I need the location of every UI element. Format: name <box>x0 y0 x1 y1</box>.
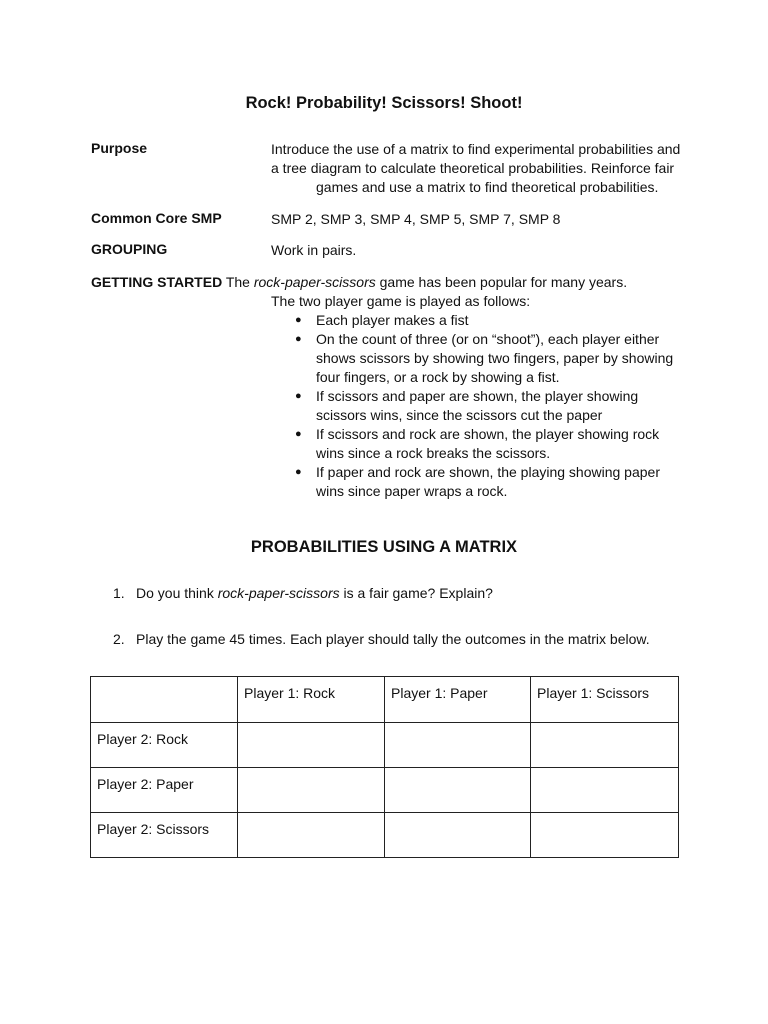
tally-cell[interactable] <box>385 813 531 858</box>
row-label-cell <box>91 768 238 813</box>
getting-started-label: GETTING STARTED <box>91 274 223 290</box>
smp-label: Common Core SMP <box>91 210 222 226</box>
bullet-icon: ● <box>295 428 302 440</box>
smp-value: SMP 2, SMP 3, SMP 4, SMP 5, SMP 7, SMP 8 <box>271 211 561 227</box>
row-label-cell <box>91 723 238 768</box>
bullet-icon: ● <box>295 390 302 402</box>
tally-cell[interactable] <box>531 813 679 858</box>
grouping-label: GROUPING <box>91 241 168 257</box>
getting-started-pre: The <box>225 274 254 290</box>
question-2 <box>113 630 650 649</box>
getting-started-line <box>91 273 627 292</box>
tally-cell[interactable] <box>385 723 531 768</box>
grouping-value: Work in pairs. <box>271 242 357 258</box>
rule-text: On the count of three (or on “shoot”), each player either shows scissors by showing two fingers, paper by showing four fingers, or a rock by showing a fist. <box>316 331 674 385</box>
rules-list <box>271 311 691 501</box>
header-label: Player 1: Rock <box>244 685 336 701</box>
tally-cell[interactable] <box>238 813 385 858</box>
question-text: Play the game 45 times. Each player should tally the outcomes in the matrix below. <box>136 631 650 647</box>
purpose-line-2: games and use a matrix to find theoretical probabilities. <box>316 179 659 195</box>
section-title: PROBABILITIES USING A MATRIX <box>250 538 518 556</box>
matrix-header-cell <box>238 677 385 723</box>
header-label: Player 1: Paper <box>391 685 488 701</box>
outcome-matrix <box>90 676 679 858</box>
bullet-icon: ● <box>295 333 302 345</box>
question-game-name: rock-paper-scissors <box>217 585 340 601</box>
header-label: Player 1: Scissors <box>537 685 650 701</box>
matrix-header-cell <box>531 677 679 723</box>
bullet-icon: ● <box>295 466 302 478</box>
row-label-cell <box>91 813 238 858</box>
purpose-line-1: Introduce the use of a matrix to find experimental probabilities and a tree diagram to calculate theoretical probabilities. Reinforce fair <box>271 141 681 176</box>
getting-started-post: game has been popular for many years. <box>375 274 628 290</box>
purpose-text <box>271 140 691 197</box>
table-row <box>91 768 679 813</box>
purpose-label: Purpose <box>91 140 148 156</box>
rule-item <box>271 463 691 501</box>
question-number: 1. <box>113 585 125 601</box>
tally-cell[interactable] <box>531 768 679 813</box>
rule-item <box>271 387 691 425</box>
rule-text: If scissors and paper are shown, the player showing scissors wins, since the scissors cut the paper <box>316 388 639 423</box>
row-label: Player 2: Rock <box>97 731 189 747</box>
question-post: is a fair game? Explain? <box>339 585 493 601</box>
rule-text: If paper and rock are shown, the playing showing paper wins since paper wraps a rock. <box>316 464 660 499</box>
getting-started-subtext: The two player game is played as follows: <box>271 293 531 309</box>
question-number: 2. <box>113 631 125 647</box>
tally-cell[interactable] <box>238 723 385 768</box>
table-row <box>91 723 679 768</box>
tally-cell[interactable] <box>385 768 531 813</box>
rule-text: Each player makes a fist <box>316 312 469 328</box>
matrix-corner-cell <box>91 677 238 723</box>
document-title: Rock! Probability! Scissors! Shoot! <box>245 94 523 112</box>
rule-text: If scissors and rock are shown, the player showing rock wins since a rock breaks the scissors. <box>316 426 660 461</box>
question-1 <box>113 584 493 603</box>
row-label: Player 2: Paper <box>97 776 194 792</box>
bullet-icon: ● <box>295 314 302 326</box>
tally-cell[interactable] <box>238 768 385 813</box>
tally-cell[interactable] <box>531 723 679 768</box>
table-row <box>91 813 679 858</box>
rule-item <box>271 330 691 387</box>
rule-item <box>271 425 691 463</box>
getting-started-game-name: rock-paper-scissors <box>253 274 376 290</box>
question-pre: Do you think <box>136 585 218 601</box>
row-label: Player 2: Scissors <box>97 821 210 837</box>
matrix-header-cell <box>385 677 531 723</box>
rule-item <box>271 311 691 330</box>
matrix-header-row <box>91 677 679 723</box>
